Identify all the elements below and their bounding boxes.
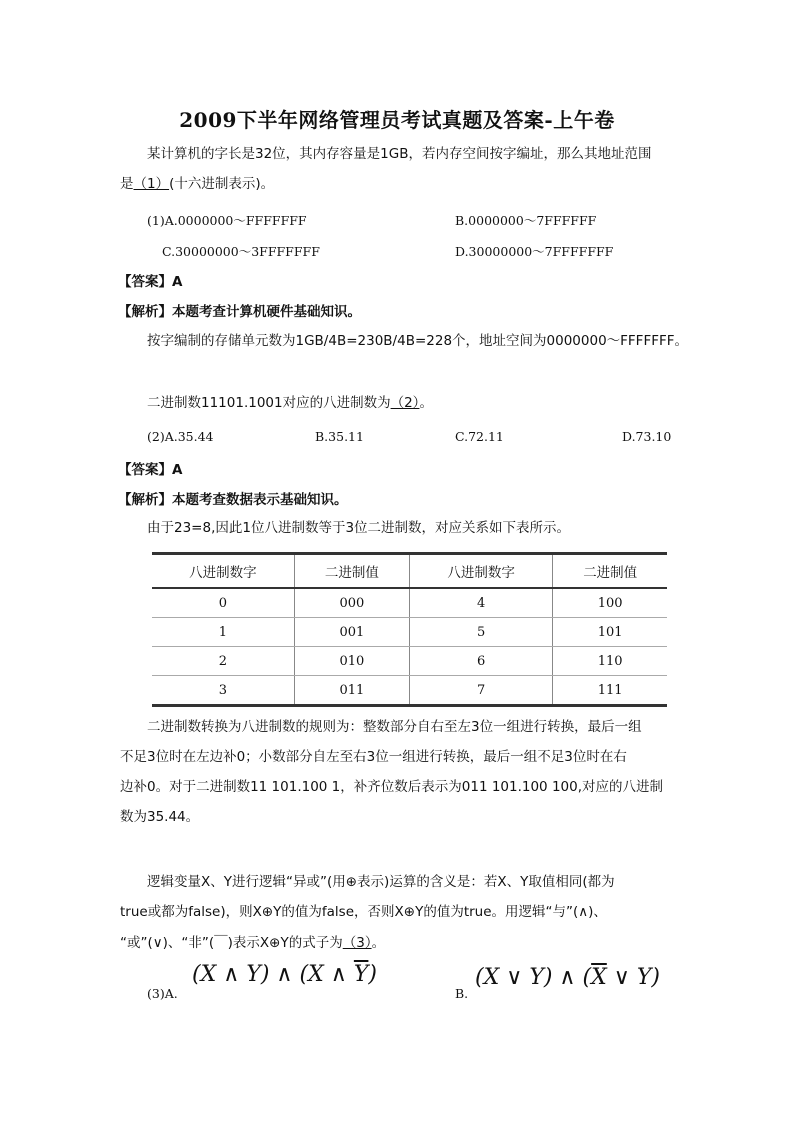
table-header: 八进制数字 (152, 554, 294, 589)
q1-stem-line1: 某计算机的字长是32位，其内存容量是1GB，若内存空间按字编址，那么其地址范围 (147, 146, 652, 162)
q2-option-b: B.35.11 (315, 429, 364, 444)
q2-stem-post: 。 (419, 395, 433, 411)
table-cell: 001 (294, 618, 409, 647)
table-cell: 011 (294, 676, 409, 706)
q2-analysis-text: 本题考查数据表示基础知识。 (172, 492, 348, 508)
q1-blank: （1） (133, 176, 170, 192)
table-row (152, 588, 667, 618)
q1-stem-pre: 是 (120, 176, 134, 192)
table-cell: 4 (409, 588, 552, 618)
table-cell: 5 (409, 618, 552, 647)
q1-analysis-label: 【解析】 (118, 304, 172, 320)
q3-stem-line1: 逻辑变量X、Y进行逻辑“异或”(用⊕表示)运算的含义是：若X、Y取值相同(都为 (147, 874, 615, 890)
table-row (152, 676, 667, 706)
q3-stem-post: 。 (371, 935, 386, 951)
q2-analysis (118, 488, 348, 508)
q1-option-d: D.30000000～7FFFFFFF (455, 244, 614, 259)
q2-analysis-label: 【解析】 (118, 492, 172, 508)
q1-analysis (118, 300, 361, 320)
q2-stem (147, 389, 433, 417)
table-row (152, 618, 667, 647)
table-cell: 101 (553, 618, 667, 647)
q1-answer (118, 270, 182, 290)
q3-option-a-label: (3)A. (147, 986, 178, 1001)
q1-analysis-text: 本题考查计算机硬件基础知识。 (172, 304, 361, 320)
q2-rule-line2: 不足3位时在左边补0；小数部分自左至右3位一组进行转换，最后一组不足3位时在右 (120, 749, 627, 765)
table-cell: 6 (409, 647, 552, 676)
table-cell: 1 (152, 618, 294, 647)
table-cell: 000 (294, 588, 409, 618)
table-cell: 010 (294, 647, 409, 676)
q1-answer-value: A (172, 274, 183, 290)
q1-answer-label: 【答案】 (118, 274, 172, 290)
q1-stem-line2 (120, 170, 274, 198)
table-cell: 3 (152, 676, 294, 706)
q2-answer (118, 458, 182, 478)
q2-option-d: D.73.10 (622, 429, 672, 444)
table-cell: 0 (152, 588, 294, 618)
q2-blank: （2） (390, 395, 420, 411)
q1-option-a: (1)A.0000000～FFFFFFF (147, 213, 307, 228)
table-header-row (152, 554, 667, 589)
q2-answer-label: 【答案】 (118, 462, 172, 478)
table-row (152, 647, 667, 676)
table-cell: 7 (409, 676, 552, 706)
q2-rule-line1: 二进制数转换为八进制数的规则为：整数部分自右至左3位一组进行转换，最后一组 (147, 719, 642, 735)
table-cell: 2 (152, 647, 294, 676)
table-cell: 100 (553, 588, 667, 618)
q2-rule-line3: 边补0。对于二进制数11 101.100 1，补齐位数后表示为011 101.100 100,对应的八进制 (120, 779, 663, 795)
q3-stem-line3 (120, 929, 385, 957)
q2-option-a: (2)A.35.44 (147, 429, 214, 444)
q1-option-c: C.30000000～3FFFFFFF (162, 244, 320, 259)
q2-rule-line4: 数为35.44。 (120, 809, 200, 825)
q3-option-b-formula: (X ∨ Y) ∧ ($\overline{X}$ ∨ Y) (475, 965, 660, 990)
q3-option-b-label: B. (455, 986, 469, 1001)
q3-stem-line2: true或都为false)，则X⊕Y的值为false，否则X⊕Y的值为true。用逻辑“与”(∧)、 (120, 904, 607, 920)
table-header: 八进制数字 (409, 554, 552, 589)
q2-stem-pre: 二进制数11101.1001对应的八进制数为 (147, 395, 391, 411)
q2-answer-value: A (172, 462, 183, 478)
q3-option-a-formula: (X ∧ Y) ∧ (X ∧ $\overline{Y}$) (192, 962, 377, 987)
table-cell: 111 (553, 676, 667, 706)
q3-stem-pre: “或”(∨)、“非”(￣)表示X⊕Y的式子为 (120, 935, 343, 951)
table-header: 二进制值 (553, 554, 667, 589)
q1-option-b: B.0000000～7FFFFFF (455, 213, 597, 228)
q1-explanation: 按字编制的存储单元数为1GB/4B=230B/4B=228个，地址空间为0000000～FFFFFFF。 (147, 333, 689, 349)
table-cell: 110 (553, 647, 667, 676)
q2-explanation: 由于23=8,因此1位八进制数等于3位二进制数，对应关系如下表所示。 (147, 520, 571, 536)
octal-binary-table (152, 552, 667, 707)
q3-blank: （3） (342, 935, 372, 951)
table-header: 二进制值 (294, 554, 409, 589)
q2-option-c: C.72.11 (455, 429, 504, 444)
page-title: 2009下半年网络管理员考试真题及答案-上午卷 (179, 108, 615, 132)
q1-stem-post: (十六进制表示)。 (169, 176, 275, 192)
